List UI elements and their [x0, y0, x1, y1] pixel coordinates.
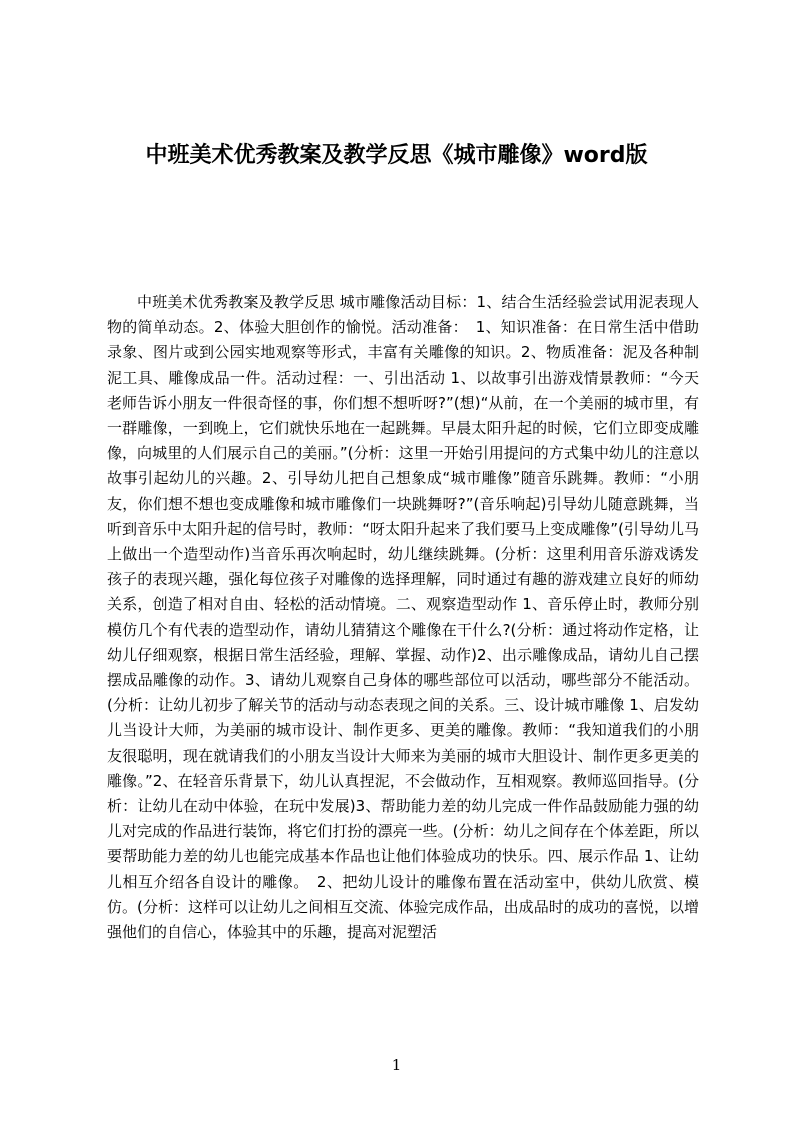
page-number: 1 — [391, 1056, 402, 1074]
body-paragraph: 中班美术优秀教案及教学反思 城市雕像活动目标：1、结合生活经验尝试用泥表现人物的简单动态。2、体验大胆创作的愉悦。活动准备： 1、知识准备：在日常生活中借助录象、图片或到公园实地观察等形式，丰富有关雕像的知识。2、物质准备：泥及各种制泥工具、雕像成品一件。活动过程：一、引出活动 1、以故事引出游戏情景教师：“今天老师告诉小朋友一件很奇怪的事，你们想不想听呀?”(想)“从前，在一个美丽的城市里，有一群雕像，一到晚上，它们就快乐地在一起跳舞。早晨太阳升起的时候，它们立即变成雕像，向城里的人们展示自己的美丽。”(分析：这里一开始引用提问的方式集中幼儿的注意以故事引起幼儿的兴趣。2、引导幼儿把自己想象成“城市雕像”随音乐跳舞。教师：“小朋友，你们想不想也变成雕像和城市雕像们一块跳舞呀?”(音乐响起)引导幼儿随意跳舞，当听到音乐中太阳升起的信号时，教师：“呀太阳升起来了我们要马上变成雕像”(引导幼儿马上做出一个造型动作)当音乐再次响起时，幼儿继续跳舞。(分析：这里利用音乐游戏诱发孩子的表现兴趣，强化每位孩子对雕像的选择理解，同时通过有趣的游戏建立良好的师幼关系，创造了相对自由、轻松的活动情境。二、观察造型动作 1、音乐停止时，教师分别模仿几个有代表的造型动作，请幼儿猜猜这个雕像在干什么?(分析：通过将动作定格，让幼儿仔细观察，根据日常生活经验，理解、掌握、动作)2、出示雕像成品，请幼儿自己摆摆成品雕像的动作。3、请幼儿观察自己身体的哪些部位可以活动，哪些部分不能活动。(分析：让幼儿初步了解关节的活动与动态表现之间的关系。三、设计城市雕像 1、启发幼儿当设计大师，为美丽的城市设计、制作更多、更美的雕像。教师：“我知道我们的小朋友很聪明，现在就请我们的小朋友当设计大师来为美丽的城市大胆设计、制作更多更美的雕像。”2、在轻音乐背景下，幼儿认真捏泥，不会做动作，互相观察。教师巡回指导。(分析：让幼儿在动中体验，在玩中发展)3、帮助能力差的幼儿完成一件作品鼓励能力强的幼儿对完成的作品进行装饰，将它们打扮的漂亮一些。(分析：幼儿之间存在个体差距，所以要帮助能力差的幼儿也能完成基本作品也让他们体验成功的快乐。四、展示作品 1、让幼儿相互介绍各自设计的雕像。 2、把幼儿设计的雕像布置在活动室中，供幼儿欣赏、模仿。(分析：这样可以让幼儿之间相互交流、体验完成作品，出成品时的成功的喜悦，以增强他们的自信心，体验其中的乐趣，提高对泥塑活 — [107, 293, 699, 942]
document-title: 中班美术优秀教案及教学反思《城市雕像》word版 — [145, 143, 648, 168]
